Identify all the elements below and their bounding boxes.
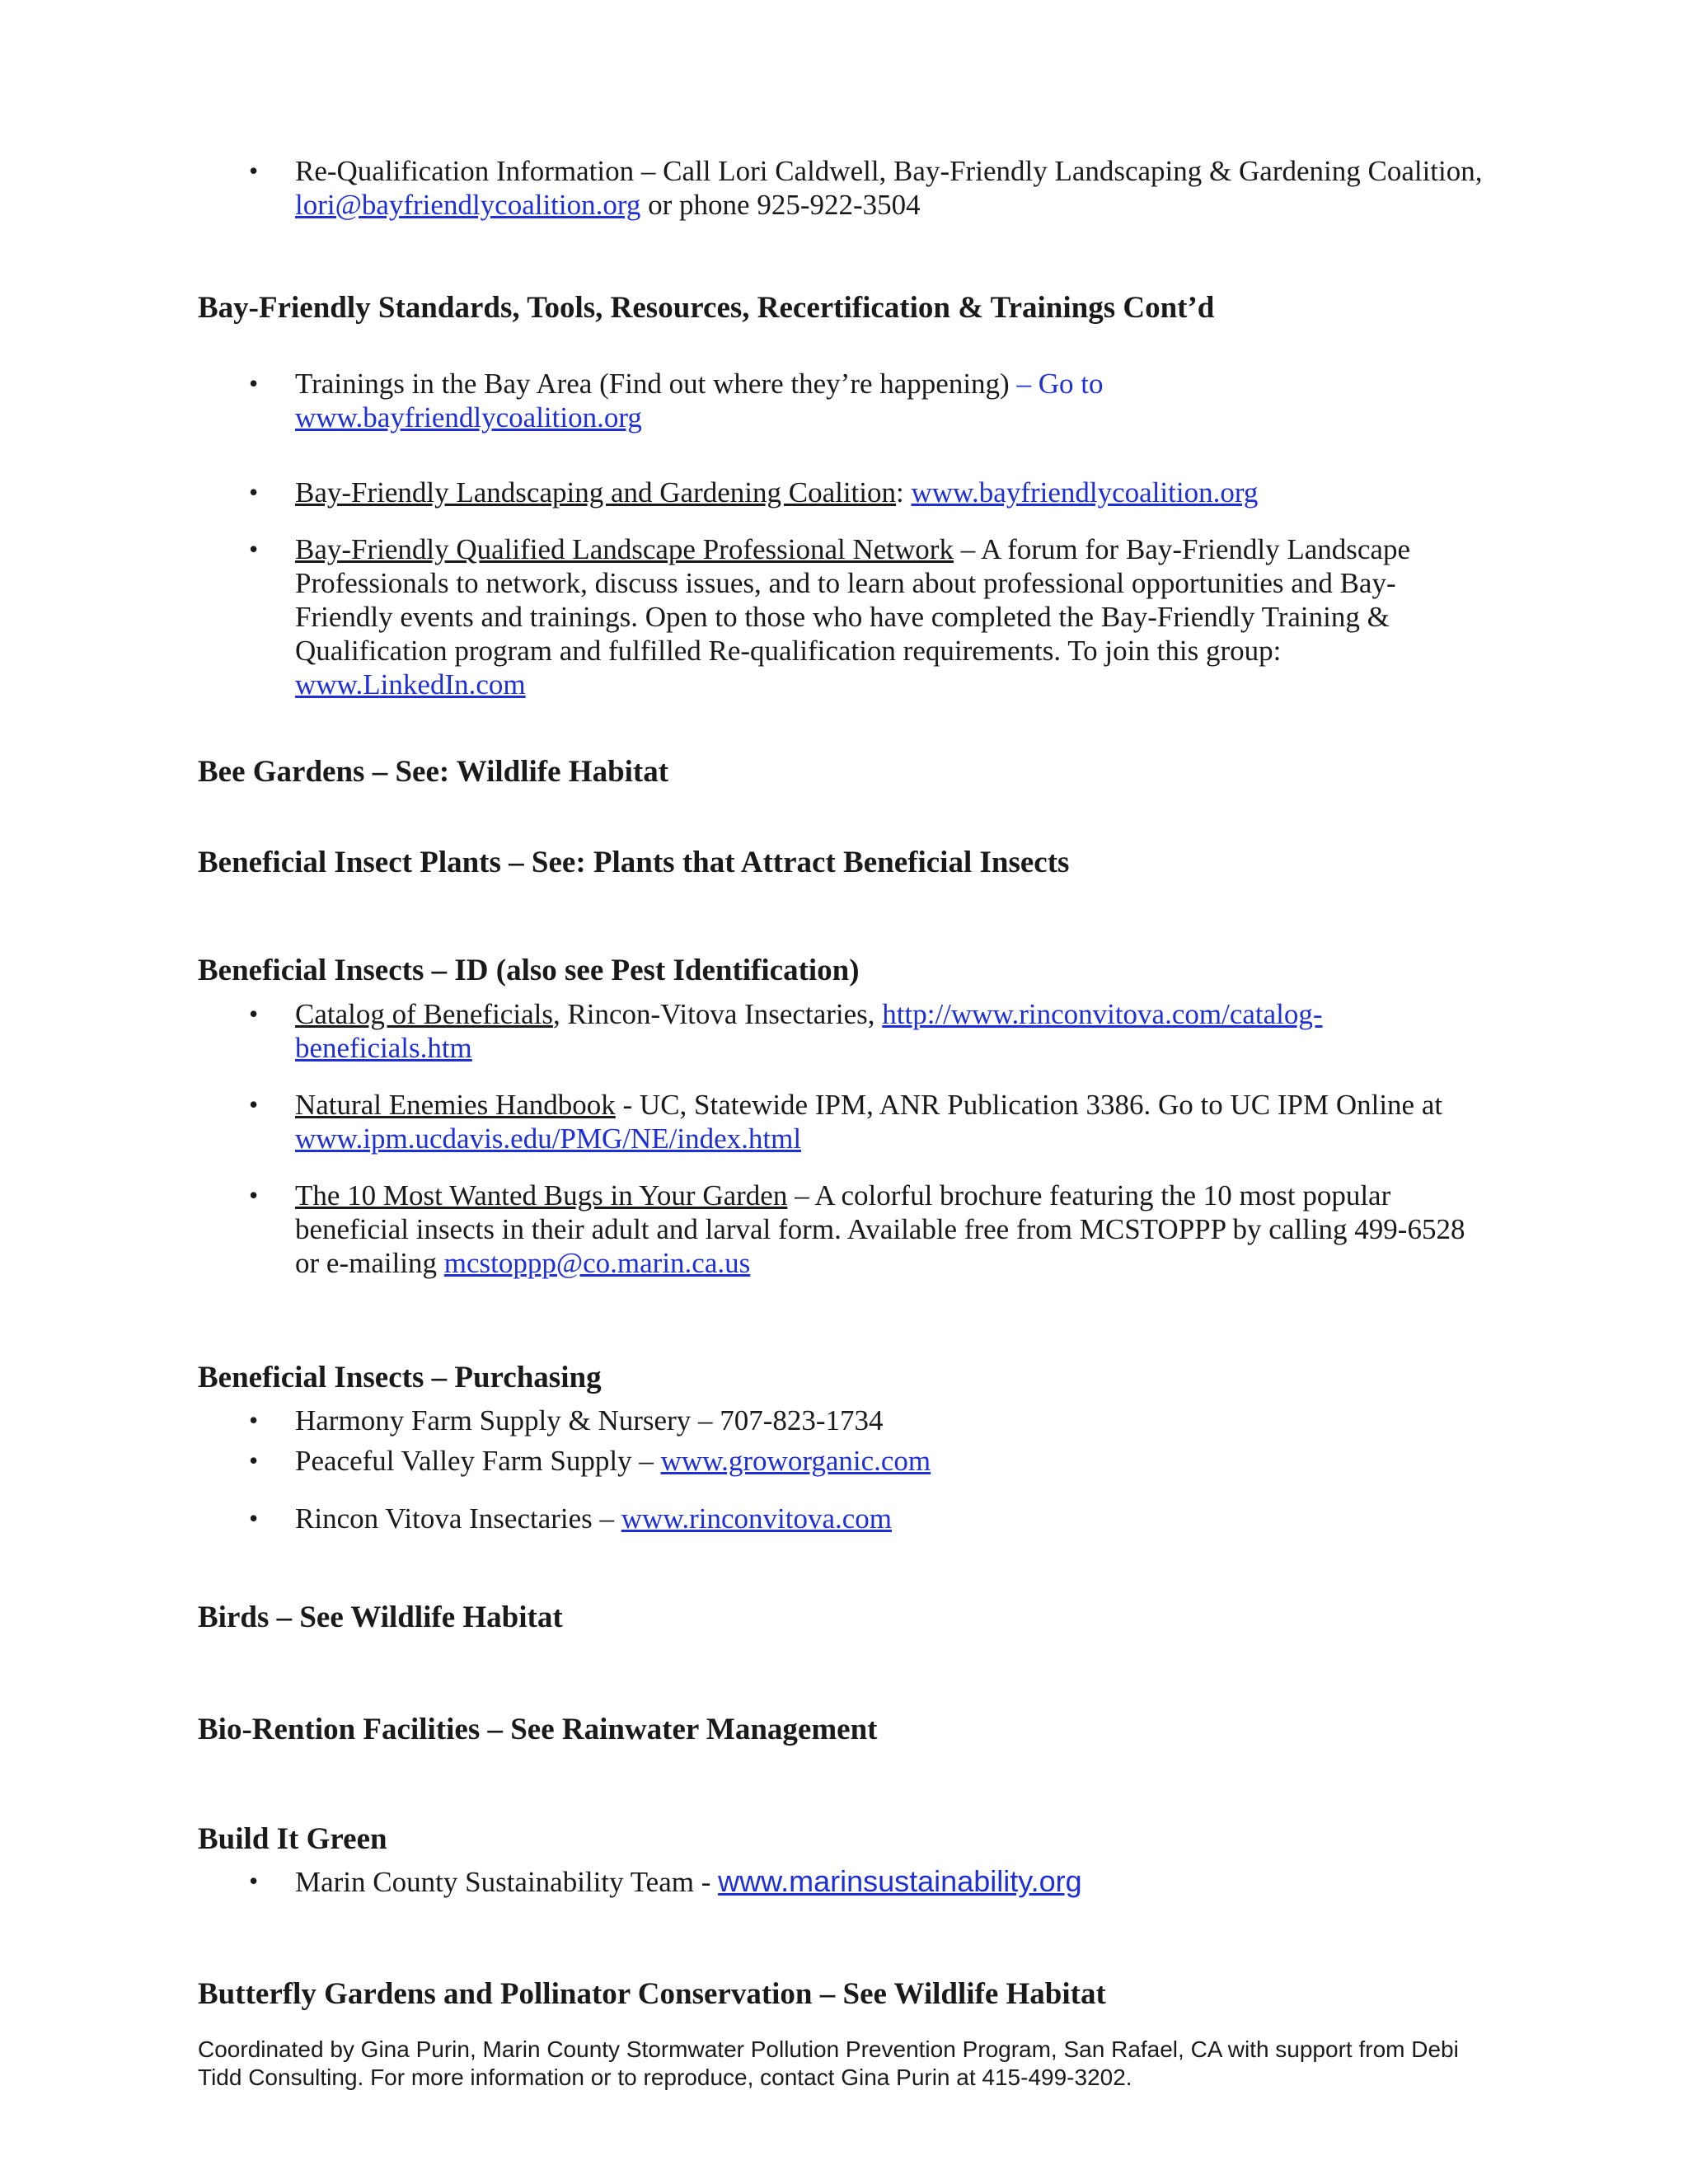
footer-line2: Tidd Consulting. For more information or to reproduce, contact Gina Purin at 415-499-3202. <box>198 2064 1132 2090</box>
ipm-link[interactable]: www.ipm.ucdavis.edu/PMG/NE/index.html <box>295 1122 802 1155</box>
marinsustainability-link[interactable]: www.marinsustainability.org <box>718 1864 1082 1898</box>
rinconvitova-link[interactable]: www.rinconvitova.com <box>621 1502 892 1535</box>
trainings-goto: – Go to <box>1009 368 1104 400</box>
heading-beneficial-insects-id: Beneficial Insects – ID (also see Pest Identification) <box>198 954 860 987</box>
list-item-catalog <box>249 997 1490 1065</box>
peaceful-text: Peaceful Valley Farm Supply – <box>295 1445 661 1477</box>
trainings-text: Trainings in the Bay Area (Find out where they’re happening) <box>295 368 1010 400</box>
bugs-line1-rest: – A colorful brochure featuring the 10 most popular <box>787 1179 1391 1212</box>
network-line3: Friendly events and trainings. Open to those who have completed the Bay-Friendly Training & <box>295 601 1390 633</box>
list-item-requalification <box>249 154 1490 222</box>
network-line2: Professionals to network, discuss issues, and to learn about professional opportunities and Bay- <box>295 567 1396 599</box>
handbook-name: Natural Enemies Handbook <box>295 1089 616 1121</box>
heading-beneficial-insect-plants: Beneficial Insect Plants – See: Plants that Attract Beneficial Insects <box>198 846 1070 879</box>
bullet-icon: • <box>249 477 259 507</box>
list-item-harmony <box>249 1404 1490 1437</box>
trainings-link[interactable]: www.bayfriendlycoalition.org <box>295 401 642 434</box>
heading-bee-gardens: Bee Gardens – See: Wildlife Habitat <box>198 755 669 789</box>
linkedin-link[interactable]: www.LinkedIn.com <box>295 668 526 701</box>
footer-line1: Coordinated by Gina Purin, Marin County Stormwater Pollution Prevention Program, San Rafael, CA with support from Debi <box>198 2036 1459 2062</box>
list-item-marin-sustainability <box>249 1864 1490 1899</box>
coalition-sep: : <box>896 476 912 509</box>
heading-butterfly-gardens: Butterfly Gardens and Pollinator Conservation – See Wildlife Habitat <box>198 1977 1106 2011</box>
catalog-name: Catalog of Beneficials <box>295 998 553 1030</box>
bullet-icon: • <box>249 156 259 185</box>
network-line4: Qualification program and fulfilled Re-qualification requirements. To join this group: <box>295 635 1282 667</box>
catalog-rest: , Rincon-Vitova Insectaries, <box>552 998 883 1030</box>
heading-bio-rention: Bio-Rention Facilities – See Rainwater Management <box>198 1713 878 1746</box>
marin-text: Marin County Sustainability Team - <box>295 1866 719 1898</box>
heading-build-it-green: Build It Green <box>198 1822 387 1856</box>
list-item-most-wanted-bugs <box>249 1179 1490 1280</box>
handbook-rest: - UC, Statewide IPM, ANR Publication 3386. Go to UC IPM Online at <box>615 1089 1443 1121</box>
requal-line1: Re-Qualification Information – Call Lori Caldwell, Bay-Friendly Landscaping & Gardening Coalition, <box>295 155 1483 187</box>
bullet-icon: • <box>249 534 259 564</box>
bullet-icon: • <box>249 368 259 398</box>
bugs-line3-prefix: or e-mailing <box>295 1247 444 1279</box>
requal-email-link[interactable]: lori@bayfriendlycoalition.org <box>295 189 641 221</box>
coalition-name: Bay-Friendly Landscaping and Gardening Coalition <box>295 476 897 509</box>
mcstoppp-email-link[interactable]: mcstoppp@co.marin.ca.us <box>443 1247 751 1279</box>
list-item-trainings <box>249 367 1490 434</box>
network-name: Bay-Friendly Qualified Landscape Professional Network <box>295 533 954 565</box>
list-item-peaceful-valley <box>249 1444 1490 1478</box>
catalog-link-part1[interactable]: http://www.rinconvitova.com/catalog- <box>882 998 1323 1030</box>
network-line1-rest: – A forum for Bay-Friendly Landscape <box>953 533 1410 565</box>
requal-phone: or phone 925-922-3504 <box>640 189 921 221</box>
rincon-text: Rincon Vitova Insectaries – <box>295 1502 621 1535</box>
bullet-icon: • <box>249 1446 259 1475</box>
groworganic-link[interactable]: www.groworganic.com <box>660 1445 931 1477</box>
bullet-icon: • <box>249 1405 259 1435</box>
coalition-link[interactable]: www.bayfriendlycoalition.org <box>911 476 1259 509</box>
catalog-link-part2[interactable]: beneficials.htm <box>295 1032 472 1064</box>
list-item-handbook <box>249 1088 1490 1155</box>
bullet-icon: • <box>249 1866 259 1896</box>
harmony-text: Harmony Farm Supply & Nursery – 707-823-1734 <box>295 1404 884 1436</box>
list-item-professional-network <box>249 532 1490 701</box>
heading-bay-friendly-standards: Bay-Friendly Standards, Tools, Resources, Recertification & Trainings Cont’d <box>198 291 1215 325</box>
bullet-icon: • <box>249 1180 259 1210</box>
bugs-name: The 10 Most Wanted Bugs in Your Garden <box>295 1179 788 1212</box>
bullet-icon: • <box>249 1090 259 1119</box>
heading-birds: Birds – See Wildlife Habitat <box>198 1601 563 1634</box>
page-footer <box>198 2036 1500 2092</box>
bullet-icon: • <box>249 999 259 1029</box>
list-item-rincon-vitova <box>249 1502 1490 1535</box>
heading-beneficial-insects-purchasing: Beneficial Insects – Purchasing <box>198 1361 602 1394</box>
list-item-coalition <box>249 476 1490 509</box>
bugs-line2: beneficial insects in their adult and larval form. Available free from MCSTOPPP by calling 499-6528 <box>295 1213 1465 1245</box>
bullet-icon: • <box>249 1503 259 1533</box>
